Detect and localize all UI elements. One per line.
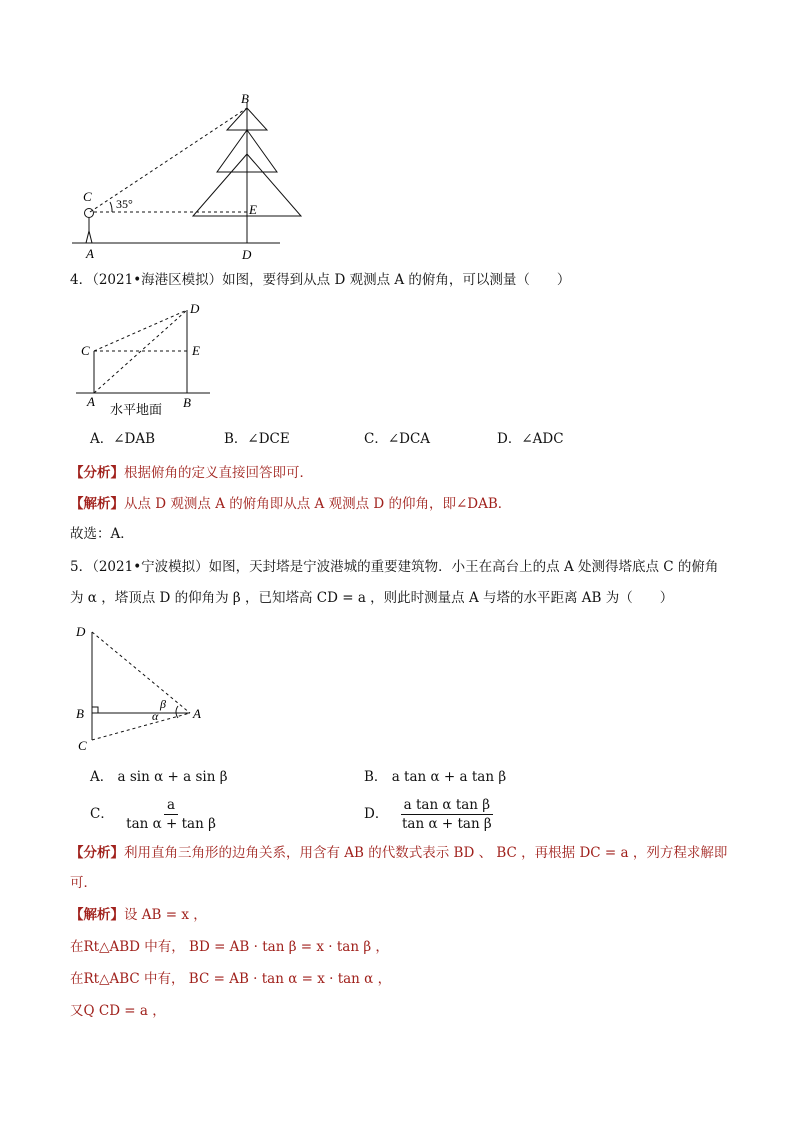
q5-analysis-line1	[70, 843, 727, 863]
q5-option-b[interactable]: B． a tan α + a tan β	[364, 769, 507, 785]
q4-option-b[interactable]: B．∠DCE	[224, 431, 290, 447]
q4-option-c[interactable]: C．∠DCA	[364, 431, 431, 447]
q4-label-C: C	[81, 343, 90, 358]
label-C: C	[83, 189, 92, 204]
label-A: A	[86, 246, 94, 261]
q5-label-beta: β	[160, 697, 166, 711]
q5-option-c-numerator: a	[164, 797, 178, 815]
q5-solution-line1	[70, 905, 207, 925]
q4-option-a[interactable]: A．∠DAB	[90, 431, 156, 447]
q4-label-B: B	[183, 395, 191, 410]
q5-option-d-numerator: a tan α tan β	[401, 797, 493, 815]
q5-option-d-letter: D．	[364, 806, 389, 822]
q5-option-c-fraction	[126, 797, 216, 832]
q5-stem-line1: 5．（2021•宁波模拟）如图，天封塔是宁波港城的重要建筑物．小王在高台上的点 A 处测得塔底点 C 的俯角	[70, 559, 719, 575]
q4-solution-text: 从点 D 观测点 A 的俯角即从点 A 观测点 D 的仰角，即∠DAB．	[124, 496, 512, 512]
q4-solution	[70, 494, 511, 514]
q4-label-E: E	[192, 343, 200, 358]
label-B: B	[241, 91, 249, 106]
q5-label-B: B	[76, 706, 84, 721]
q5-solution-line4: 又Q CD = a ，	[70, 1003, 166, 1019]
q5-analysis-tag: 【分析】	[70, 845, 124, 861]
q5-label-C: C	[78, 738, 87, 753]
q4-ground-label: 水平地面	[110, 402, 163, 417]
q4-answer: 故选：A．	[70, 526, 134, 542]
q4-option-d[interactable]: D．∠ADC	[497, 431, 564, 447]
q4-solution-tag: 【解析】	[70, 496, 124, 512]
q4-stem: 4．（2021•海港区模拟）如图，要得到从点 D 观测点 A 的俯角，可以测量（ ）	[70, 272, 571, 288]
q5-solution-line2: 在Rt△ABD 中有， BD = AB · tan β = x · tan β ，	[70, 939, 389, 955]
q5-option-c-letter: C．	[90, 806, 114, 822]
q5-analysis-text: 利用直角三角形的边角关系，用含有 AB 的代数式表示 BD 、 BC ，再根据 DC = a ，列方程求解即	[124, 845, 728, 861]
tree-elevation-figure	[60, 88, 320, 266]
q4-analysis-text: 根据俯角的定义直接回答即可．	[124, 465, 313, 481]
label-E: E	[249, 202, 257, 217]
q5-figure	[70, 622, 210, 756]
q5-solution-tag: 【解析】	[70, 907, 124, 923]
q5-option-c[interactable]	[90, 797, 216, 832]
label-angle: 35°	[116, 197, 133, 211]
label-D: D	[242, 247, 252, 262]
q5-stem-line2: 为 α ，塔顶点 D 的仰角为 β ，已知塔高 CD = a ，则此时测量点 A 与塔的水平距离 AB 为（ ）	[70, 590, 674, 606]
q5-label-alpha: α	[152, 709, 159, 723]
q5-option-d-denominator: tan α + tan β	[402, 816, 492, 832]
q5-option-d-fraction	[401, 797, 493, 832]
q5-solution-text: 设 AB = x ，	[124, 907, 207, 923]
q4-figure	[70, 298, 220, 420]
q5-option-a[interactable]: A． a sin α + a sin β	[90, 769, 228, 785]
q5-option-c-denominator: tan α + tan β	[126, 816, 216, 832]
q5-solution-line3: 在Rt△ABC 中有， BC = AB · tan α = x · tan α ，	[70, 971, 392, 987]
q4-analysis	[70, 463, 313, 483]
q5-option-d[interactable]	[364, 797, 493, 832]
q5-analysis-line2: 可．	[70, 875, 97, 891]
q4-label-D: D	[190, 301, 200, 316]
q5-label-A: A	[193, 706, 201, 721]
q4-analysis-tag: 【分析】	[70, 465, 124, 481]
q4-label-A: A	[87, 394, 95, 409]
q5-label-D: D	[76, 624, 86, 639]
